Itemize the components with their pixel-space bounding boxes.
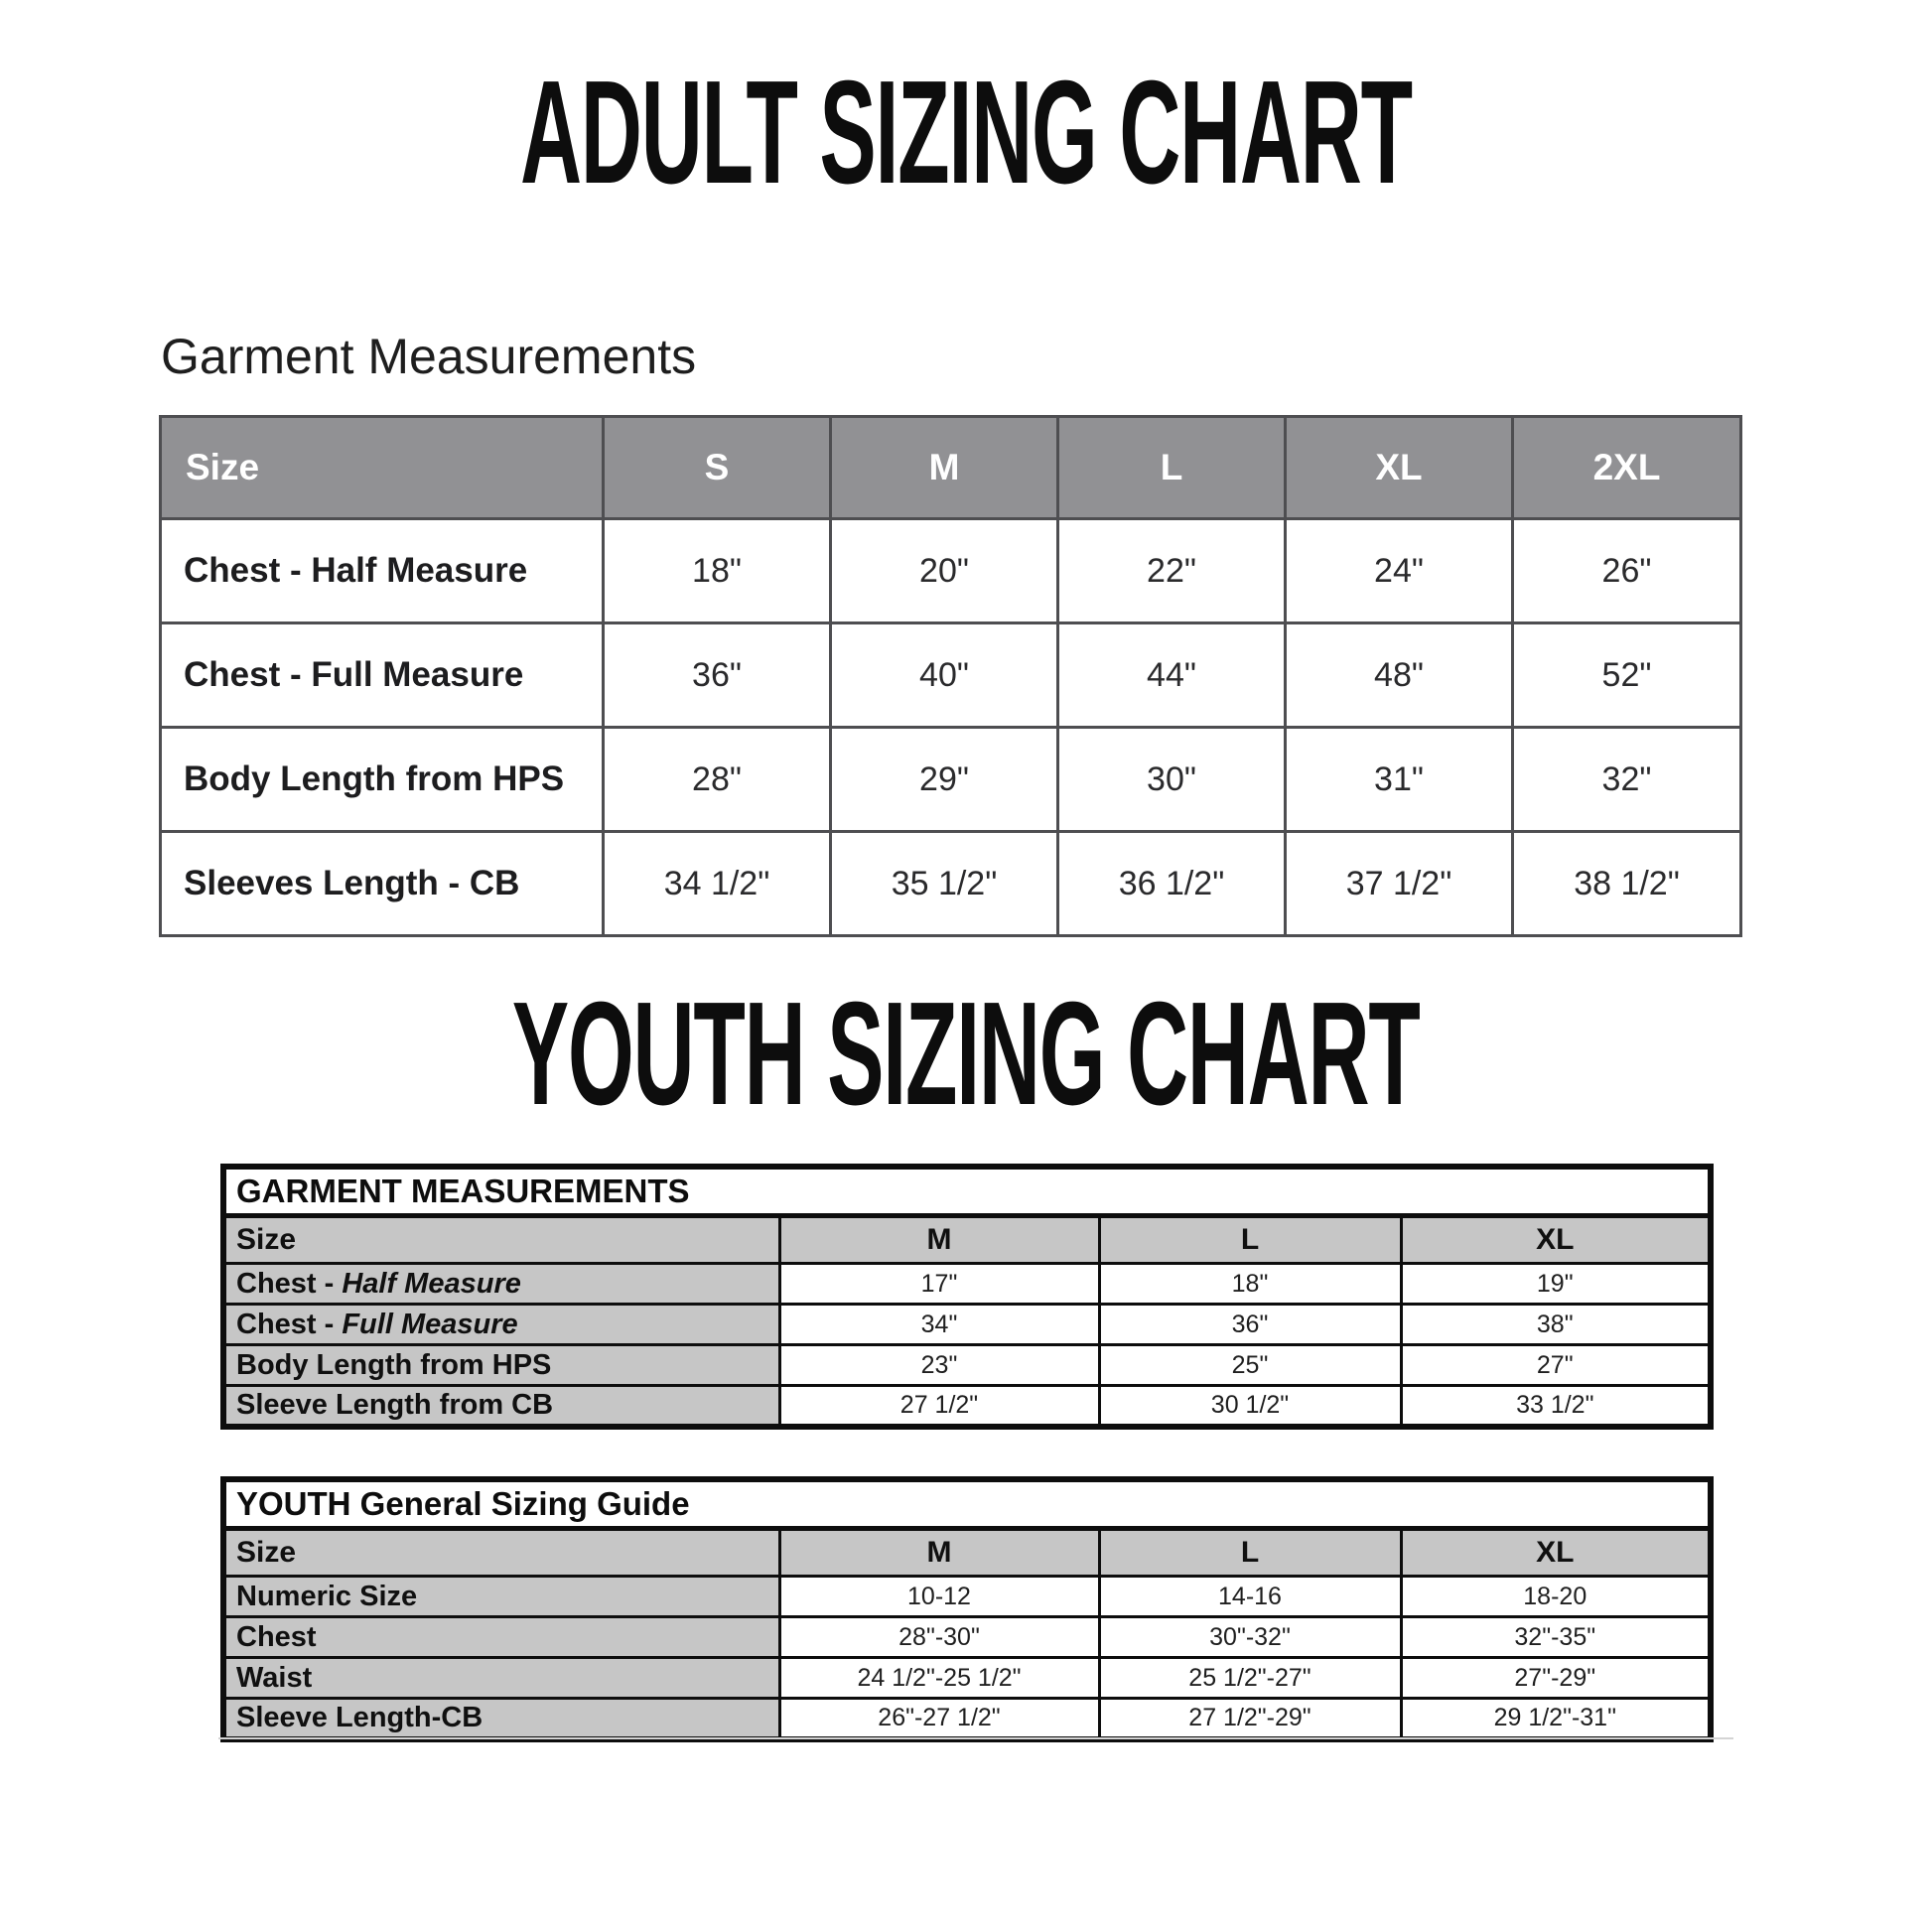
value-cell: 25": [1099, 1345, 1401, 1386]
table-row: [161, 728, 1741, 832]
value-cell: 38 1/2": [1513, 832, 1741, 936]
row-label-text: Chest -: [236, 1308, 343, 1340]
value-cell: 38": [1401, 1305, 1711, 1345]
value-cell: 19": [1401, 1264, 1711, 1305]
value-cell: 26"-27 1/2": [779, 1699, 1099, 1739]
garment-measurements-heading: Garment Measurements: [161, 329, 697, 384]
table-row: [223, 1386, 1711, 1427]
column-header-s: S: [604, 417, 831, 519]
youth-general-sizing-table: [220, 1476, 1714, 1742]
column-header-m: M: [779, 1529, 1099, 1577]
row-label-cell: [223, 1345, 779, 1386]
table-row: [161, 623, 1741, 728]
column-header-size: Size: [161, 417, 604, 519]
table-row: [161, 832, 1741, 936]
value-cell: 48": [1286, 623, 1513, 728]
value-cell: 20": [831, 519, 1058, 623]
value-cell: 27 1/2": [779, 1386, 1099, 1427]
column-header-l: L: [1099, 1529, 1401, 1577]
value-cell: 23": [779, 1345, 1099, 1386]
row-label-italic-text: Full Measure: [342, 1308, 518, 1340]
table-banner: YOUTH General Sizing Guide: [223, 1479, 1711, 1529]
value-cell: 36": [604, 623, 831, 728]
value-cell: 27"-29": [1401, 1658, 1711, 1699]
column-header-l: L: [1099, 1216, 1401, 1264]
row-label-text: Numeric Size: [236, 1580, 418, 1612]
table-row: [223, 1617, 1711, 1658]
column-header-xl: XL: [1401, 1529, 1711, 1577]
youth-sizing-title: [0, 972, 1932, 1136]
value-cell: 36 1/2": [1058, 832, 1286, 936]
row-label-text: Waist: [236, 1661, 313, 1694]
table-banner-row: [223, 1479, 1711, 1529]
value-cell: 40": [831, 623, 1058, 728]
column-header-xl: XL: [1286, 417, 1513, 519]
value-cell: 14-16: [1099, 1577, 1401, 1617]
youth-sizing-title-text: YOUTH SIZING CHART: [512, 972, 1420, 1136]
row-label-text: Chest - Half Measure: [184, 551, 528, 590]
value-cell: 17": [779, 1264, 1099, 1305]
table-row: [161, 519, 1741, 623]
row-label-cell: [223, 1699, 779, 1739]
value-cell: 18-20: [1401, 1577, 1711, 1617]
youth-garment-measurements-table: [220, 1164, 1714, 1430]
column-header-m: M: [831, 417, 1058, 519]
row-label-text: Sleeve Length-CB: [236, 1701, 483, 1733]
row-label-cell: [223, 1577, 779, 1617]
row-label-text: Chest -: [236, 1267, 343, 1300]
row-label-cell: [161, 832, 604, 936]
value-cell: 28"-30": [779, 1617, 1099, 1658]
column-header-xl: XL: [1401, 1216, 1711, 1264]
row-label-cell: [223, 1617, 779, 1658]
column-header-2xl: 2XL: [1513, 417, 1741, 519]
value-cell: 29 1/2"-31": [1401, 1699, 1711, 1739]
value-cell: 18": [1099, 1264, 1401, 1305]
table-banner: GARMENT MEASUREMENTS: [223, 1167, 1711, 1216]
value-cell: 22": [1058, 519, 1286, 623]
table-row: [223, 1264, 1711, 1305]
value-cell: 44": [1058, 623, 1286, 728]
table-header-row: [223, 1529, 1711, 1577]
value-cell: 28": [604, 728, 831, 832]
row-label-cell: [223, 1386, 779, 1427]
adult-sizing-title-text: ADULT SIZING CHART: [520, 51, 1412, 214]
value-cell: 30": [1058, 728, 1286, 832]
row-label-cell: [161, 728, 604, 832]
row-label-cell: [161, 623, 604, 728]
value-cell: 30 1/2": [1099, 1386, 1401, 1427]
row-label-cell: [161, 519, 604, 623]
table-row: [223, 1345, 1711, 1386]
adult-sizing-title: [0, 51, 1932, 214]
value-cell: 52": [1513, 623, 1741, 728]
table-row: [223, 1577, 1711, 1617]
value-cell: 24": [1286, 519, 1513, 623]
value-cell: 31": [1286, 728, 1513, 832]
value-cell: 32"-35": [1401, 1617, 1711, 1658]
row-label-text: Chest: [236, 1620, 317, 1653]
value-cell: 36": [1099, 1305, 1401, 1345]
value-cell: 34": [779, 1305, 1099, 1345]
row-label-cell: [223, 1264, 779, 1305]
column-header-m: M: [779, 1216, 1099, 1264]
value-cell: 30"-32": [1099, 1617, 1401, 1658]
value-cell: 25 1/2"-27": [1099, 1658, 1401, 1699]
column-header-l: L: [1058, 417, 1286, 519]
value-cell: 33 1/2": [1401, 1386, 1711, 1427]
value-cell: 18": [604, 519, 831, 623]
row-label-cell: [223, 1305, 779, 1345]
bottom-divider-rule: [218, 1737, 1733, 1739]
column-header-size: Size: [223, 1216, 779, 1264]
column-header-size: Size: [223, 1529, 779, 1577]
value-cell: 37 1/2": [1286, 832, 1513, 936]
adult-garment-table: [159, 415, 1742, 937]
table-header-row: [223, 1216, 1711, 1264]
table-row: [223, 1658, 1711, 1699]
table-header-row: [161, 417, 1741, 519]
value-cell: 27": [1401, 1345, 1711, 1386]
value-cell: 27 1/2"-29": [1099, 1699, 1401, 1739]
row-label-text: Sleeves Length - CB: [184, 864, 520, 902]
table-banner-row: [223, 1167, 1711, 1216]
table-row: [223, 1699, 1711, 1739]
value-cell: 10-12: [779, 1577, 1099, 1617]
value-cell: 34 1/2": [604, 832, 831, 936]
value-cell: 26": [1513, 519, 1741, 623]
row-label-cell: [223, 1658, 779, 1699]
row-label-text: Chest - Full Measure: [184, 655, 524, 694]
row-label-text: Sleeve Length from CB: [236, 1388, 554, 1421]
value-cell: 32": [1513, 728, 1741, 832]
row-label-text: Body Length from HPS: [236, 1348, 552, 1381]
value-cell: 35 1/2": [831, 832, 1058, 936]
row-label-text: Body Length from HPS: [184, 759, 565, 798]
value-cell: 29": [831, 728, 1058, 832]
table-row: [223, 1305, 1711, 1345]
value-cell: 24 1/2"-25 1/2": [779, 1658, 1099, 1699]
row-label-italic-text: Half Measure: [342, 1267, 521, 1300]
